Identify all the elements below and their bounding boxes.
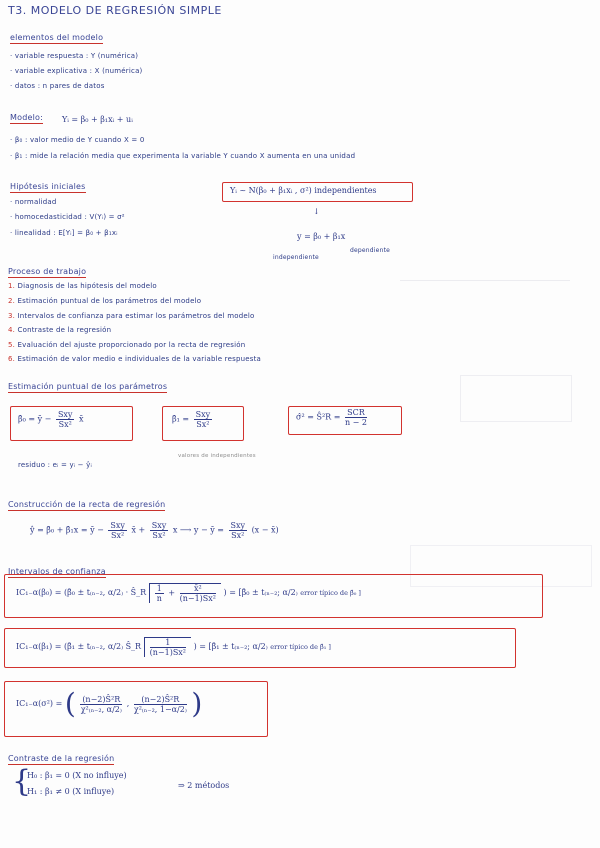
bleed-through-box [460, 375, 572, 422]
section-heading-intervalos: Intervalos de confianza [8, 567, 106, 576]
label-dependiente: dependiente [350, 247, 391, 254]
step-text: Diagnosis de las hipótesis del modelo [17, 282, 157, 290]
step-text: Estimación puntual de los parámetros del modelo [17, 297, 202, 305]
step-text: Estimación de valor medio e individuales de la variable respuesta [17, 355, 262, 363]
list-item: · linealidad : E[Yᵢ] = β₀ + β₁xᵢ [10, 229, 118, 238]
bleed-through-shape [400, 280, 570, 371]
step-text: Evaluación del ajuste proporcionado por la recta de regresión [17, 341, 246, 349]
ic-b1-formula: IC₁₋α(β₁) = (β̂₁ ± t₍ₙ₋₂, α/2₎ Ŝ_R $\frac{1}{\text{(n−1)Sx²}}$ ) = [β̂₁ ± t₍ₙ₋₂; α/2₎ error típico de β̂₁ ] [16, 638, 331, 657]
b0-formula: β̂₀ = ȳ − $\frac{\text{Sxy}}{\text{Sx²}}$ x̄ [18, 410, 84, 429]
down-arrow-icon: ↓ [313, 207, 320, 216]
regression-line-formula: ŷ = β̂₀ + β̂₁x = ȳ − $\frac{\text{Sxy}}{\text{Sx²}}$ x̄ + $\frac{\text{Sxy}}{\text{Sx²}}$ x ⟶ y − ȳ = $\frac{\text{Sxy}}{\text{Sx²}}$ (x − x̄) [30, 521, 279, 540]
sigma2-formula: σ̂² = Ŝ²R = $\frac{\text{SCR}}{n - 2}$ [296, 408, 367, 427]
section-heading-proceso: Proceso de trabajo [8, 267, 87, 276]
list-item [8, 341, 245, 350]
list-item [8, 282, 157, 291]
list-item: · normalidad [10, 198, 57, 207]
list-item [8, 312, 254, 321]
step-number: 1. [8, 282, 18, 290]
section-heading-elementos: elementos del modelo [10, 33, 104, 42]
ic-b0-formula: IC₁₋α(β₀) = (β̂₀ ± t₍ₙ₋₂, α/2₎ · Ŝ_R $\frac{1}{n}$ + $\frac{\text{x̄²}}{\text{(n−1)Sx²}}$ ) = [β̂₀ ± t₍ₙ₋₂; α/2₎ error típico de β̂₀ ] [16, 584, 361, 603]
step-number: 5. [8, 341, 18, 349]
step-number: 3. [8, 312, 18, 320]
ic-sigma2-formula: IC₁₋α(σ²) = ( $\frac{\text{(n−2)Ŝ²R}}{\text{χ²₍ₙ₋₂, α/2₎}}$ , $\frac{\text{(n−2)Ŝ²R}}{\text{χ²₍ₙ₋₂, 1−α/2₎}}$ ) [16, 687, 203, 720]
label-independiente: independiente [273, 254, 319, 261]
list-item: · datos : n pares de datos [10, 82, 105, 91]
list-item: · homocedasticidad : V(Yᵢ) = σ² [10, 213, 125, 222]
section-heading-recta: Construcción de la recta de regresión [8, 500, 166, 509]
step-number: 6. [8, 355, 18, 363]
h0-hypothesis: H₀ : β₁ = 0 (X no influye) [27, 771, 127, 780]
list-item [8, 326, 111, 335]
section-heading-estimacion: Estimación puntual de los parámetros [8, 382, 168, 391]
distribution-formula: Yᵢ ~ N(β₀ + β₁xᵢ , σ²) independientes [230, 186, 377, 195]
list-item: · variable explicativa : X (numérica) [10, 67, 143, 76]
residuo-note: valores de independientes [178, 453, 256, 459]
h1-hypothesis: H₁ : β₁ ≠ 0 (X influye) [27, 787, 115, 796]
page-title: T3. MODELO DE REGRESIÓN SIMPLE [8, 4, 222, 17]
list-item: · variable respuesta : Y (numérica) [10, 52, 138, 61]
b1-formula: β̂₁ = $\frac{\text{Sxy}}{\text{Sx²}}$ [172, 410, 211, 429]
list-item [8, 355, 261, 364]
list-item: · β₀ : valor medio de Y cuando X = 0 [10, 136, 145, 145]
residuo-definition: residuo : eᵢ = yᵢ − ŷᵢ [18, 461, 92, 469]
section-heading-contraste: Contraste de la regresión [8, 754, 115, 763]
section-heading-hipotesis: Hipótesis iniciales [10, 182, 86, 191]
hypothesis-brace: { [12, 764, 32, 799]
section-heading-modelo: Modelo: [10, 113, 44, 122]
list-item [8, 297, 201, 306]
step-text: Intervalos de confianza para estimar los parámetros del modelo [17, 312, 255, 320]
metodos-note: ⇒ 2 métodos [178, 781, 230, 790]
model-equation: Yᵢ = β₀ + β₁xᵢ + uᵢ [62, 115, 133, 124]
regression-line-eq: y = β₀ + β₁x [297, 232, 346, 241]
list-item: · β₁ : mide la relación media que experimenta la variable Y cuando X aumenta en una unidad [10, 152, 355, 161]
step-number: 2. [8, 297, 18, 305]
step-number: 4. [8, 326, 18, 334]
step-text: Contraste de la regresión [17, 326, 112, 334]
